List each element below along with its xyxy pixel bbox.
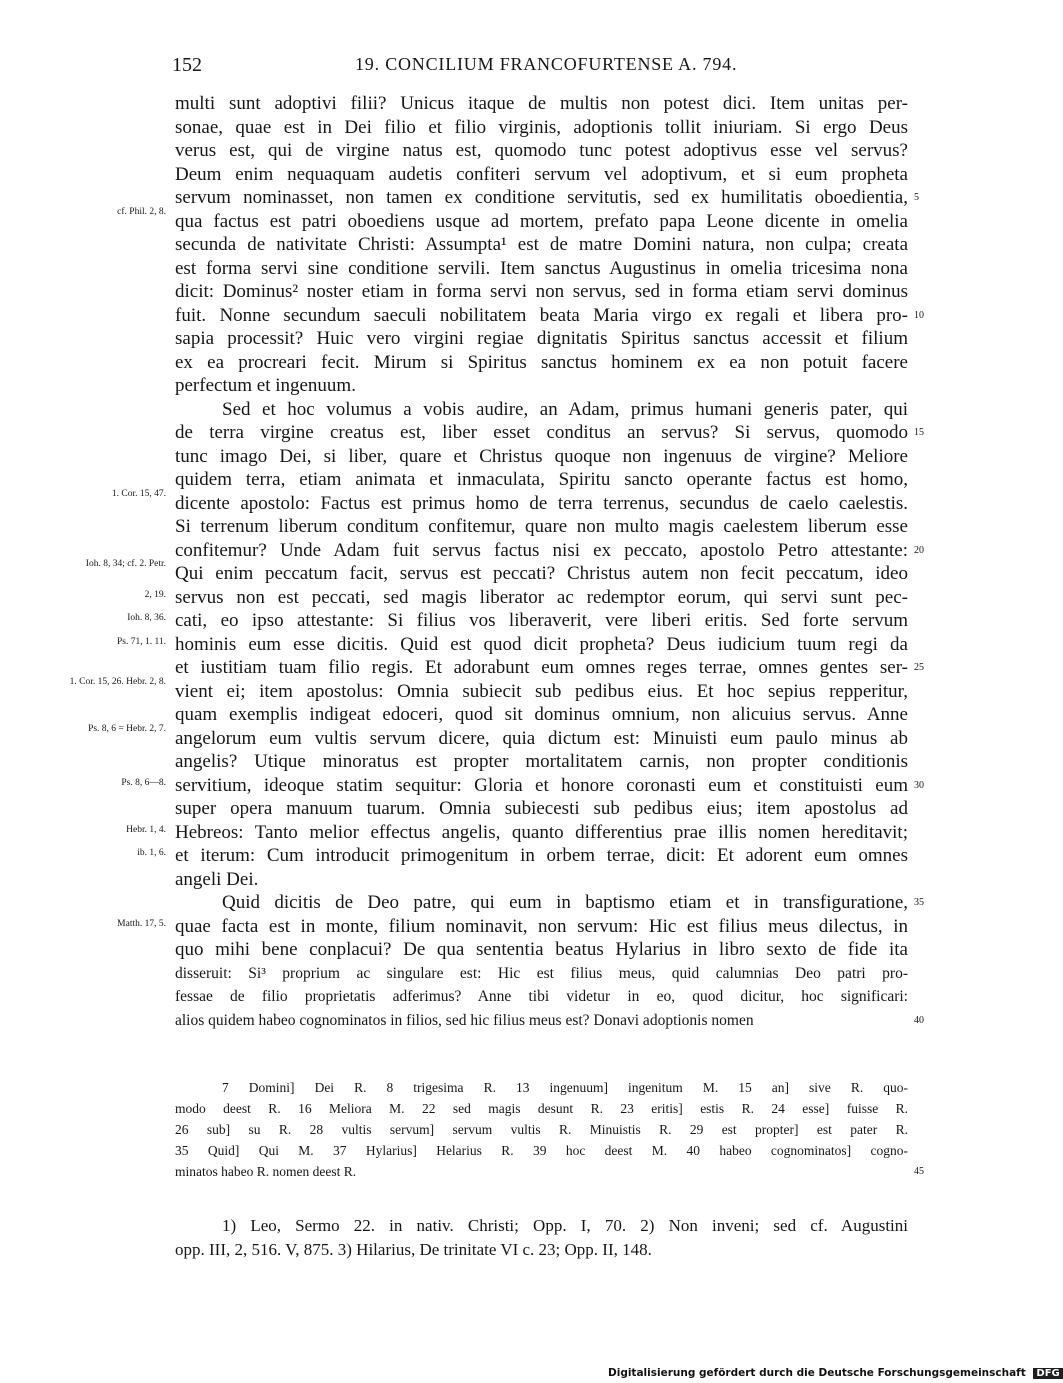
line-text: servitium, ideoque statim sequitur: Gloria et honore coronasti eum et constituisti eum: [175, 774, 908, 796]
line-text: Deum enim nequaquam audetis confiteri servum vel adoptivum, et si eum propheta: [175, 163, 908, 185]
line-text: multi sunt adoptivi filii? Unicus itaque de multis non potest dici. Item unitas per-: [175, 93, 908, 114]
line-text: tunc imago Dei, si liber, quare et Christus quoque non ingenuus de virgine? Meliore: [175, 445, 908, 467]
text-line: [0, 676, 1000, 704]
text-line: [0, 891, 1000, 915]
text-line: [0, 92, 1000, 116]
line-text: angelorum eum vultis servum dicere, quia dictum est: Minuisti eum paulo minus ab: [175, 727, 908, 749]
text-line: [0, 163, 1000, 187]
line-text: sapia processit? Huic vero virgini regiae dignitatis Spiritus sanctus accessit et filium: [175, 328, 908, 349]
variant-text: minatos habeo R. nomen deest R.: [175, 1164, 357, 1179]
margin-reference: Ioh. 8, 34; cf. 2. Petr.: [85, 559, 166, 569]
line-text: dicit: Dominus² noster etiam in forma servi non servus, sed in forma etiam servi dominus: [175, 281, 908, 302]
text-line: [0, 445, 1000, 469]
line-text: fuit. Nonne secundum saeculi nobilitatem beata Maria virgo ex regali et libera pro-: [175, 304, 908, 326]
line-text: verus est, qui de virgine natus est, quomodo tunc potest adoptivus esse vel servus?: [175, 140, 908, 161]
line-number: 30: [914, 779, 924, 791]
line-text: et iustitiam tuam filio regis. Et adorabunt eum omnes reges terrae, omnes gentes ser-: [175, 657, 908, 678]
variant-line: [0, 1077, 1000, 1098]
line-text: ex ea procreari fecit. Mirum si Spiritus sanctus hominem ex ea non potuit facere: [175, 351, 908, 373]
margin-reference: cf. Phil. 2, 8.: [117, 206, 166, 217]
margin-reference: Hebr. 1, 4.: [126, 824, 166, 835]
line-text: alios quidem habeo cognominatos in filios, sed hic filius meus est? Donavi adoptionis nomen: [175, 1011, 754, 1029]
main-text: [0, 92, 1000, 1032]
line-text: Quid dicitis de Deo patre, qui eum in baptismo etiam et in transfiguratione,: [222, 892, 908, 913]
digitization-credit: [608, 1367, 1063, 1379]
line-text: et iterum: Cum introducit primogenitum in orbem terrae, dicit: Et adorent eum omnes: [175, 845, 908, 866]
line-text: super opera manuum tuarum. Omnia subiecesti sub pedibus eius; item apostolus ad: [175, 798, 908, 819]
text-line: [0, 868, 1000, 892]
margin-reference: Ps. 8, 6—8.: [121, 777, 166, 788]
text-line: [0, 1009, 1000, 1033]
text-line: [0, 233, 1000, 257]
line-text: angelis? Utique minoratus est propter mortalitatem carnis, non propter conditionis: [175, 751, 908, 772]
text-line: [0, 559, 1000, 586]
line-text: fessae de filio proprietatis adferimus? Anne tibi videtur in eo, quod dicitur, hoc significari:: [175, 988, 908, 1005]
line-number: 25: [914, 662, 924, 673]
text-line: [0, 962, 1000, 986]
line-text: perfectum et ingenuum.: [175, 375, 356, 396]
text-line: [0, 398, 1000, 422]
line-text: quae facta est in monte, filium nominavit, non servum: Hic est filius meus dilectus, in: [175, 915, 908, 937]
text-line: [0, 206, 1000, 234]
text-line: [0, 116, 1000, 140]
line-number: 20: [914, 544, 924, 556]
line-text: sonae, quae est in Dei filio et filio virginis, adoptionis tollit iniuriam. Si ergo Deus: [175, 116, 908, 138]
line-text: disseruit: Si³ proprium ac singulare est: Hic est filius meus, quid calumnias Deo patri pro-: [175, 964, 908, 982]
line-text: quidem terra, etiam animata et inmaculata, Spiritu sancto operante factus est homo,: [175, 469, 908, 490]
margin-reference: 2, 19.: [144, 589, 166, 600]
text-line: [0, 750, 1000, 774]
page-number: 152: [172, 54, 202, 76]
text-line: [0, 723, 1000, 751]
line-text: Hebreos: Tanto melior effectus angelis, quanto differentius prae illis nomen hereditavit;: [175, 821, 908, 843]
text-line: [0, 304, 1000, 328]
margin-reference: Matth. 17, 5.: [117, 918, 166, 929]
text-line: [0, 609, 1000, 633]
line-text: quo mihi bene conplacui? De qua sententia beatus Hylarius in libro sexto de fide ita: [175, 939, 908, 960]
variant-line: [0, 1161, 1000, 1182]
line-text: hominis eum esse dicitis. Quid est quod dicit propheta? Deus iudicium tuum regi da: [175, 633, 908, 655]
variant-line: [0, 1119, 1000, 1140]
margin-reference: Ps. 71, 1. 11.: [116, 636, 166, 647]
line-text: servus non est peccati, sed magis liberator ac redemptor eorum, qui servi sunt pec-: [175, 586, 908, 608]
line-text: Sed et hoc volumus a vobis audire, an Adam, primus humani generis pater, qui: [222, 398, 908, 420]
margin-reference: Ps. 8, 6 = Hebr. 2, 7.: [88, 723, 166, 734]
margin-reference: 1. Cor. 15, 26. Hebr. 2, 8.: [69, 676, 166, 687]
text-line: [0, 915, 1000, 939]
margin-reference: 1. Cor. 15, 47.: [111, 488, 166, 499]
line-text: de terra virgine creatus est, liber esset conditus an servus? Si servus, quomodo: [175, 422, 908, 443]
variant-text: modo deest R. 16 Meliora M. 22 sed magis desunt R. 23 eritis] estis R. 24 esse] fuisse R.: [175, 1101, 908, 1116]
text-line: [0, 374, 1000, 398]
line-number: 5: [914, 192, 919, 203]
line-text: Qui enim peccatum facit, servus est peccati? Christus autem non fecit peccatum, ideo: [175, 563, 908, 584]
variant-text: 35 Quid] Qui M. 37 Hylarius] Helarius R. 39 hoc deest M. 40 habeo cognominatos] cogno-: [175, 1143, 908, 1158]
text-line: [0, 844, 1000, 868]
variant-line: [0, 1140, 1000, 1161]
line-text: Si terrenum liberum conditum confitemur, quare non multo magis caelestem liberum esse: [175, 516, 908, 537]
text-line: [0, 351, 1000, 375]
text-line: [0, 327, 1000, 351]
line-number: 40: [914, 1014, 924, 1026]
running-title: 19. CONCILIUM FRANCOFURTENSE A. 794.: [355, 54, 738, 74]
footnote-text: opp. III, 2, 516. V, 875. 3) Hilarius, De trinitate VI c. 23; Opp. II, 148.: [175, 1240, 652, 1259]
text-line: [0, 421, 1000, 445]
page-header: [0, 54, 1000, 84]
variant-readings: [0, 1077, 1000, 1182]
text-line: [0, 774, 1000, 798]
line-text: confitemur? Unde Adam fuit servus factus nisi ex peccato, apostolo Petro attestante:: [175, 539, 908, 561]
line-number: 45: [914, 1166, 924, 1177]
text-line: [0, 821, 1000, 845]
text-line: [0, 139, 1000, 163]
footnote-line: [0, 1238, 1000, 1262]
variant-text: 26 sub] su R. 28 vultis servum] servum vultis R. Minuistis R. 29 est propter] est pater R.: [175, 1122, 908, 1137]
text-line: [0, 633, 1000, 657]
margin-reference: Ioh. 8, 36.: [127, 613, 166, 623]
line-text: secunda de nativitate Christi: Assumpta¹ est de matre Domini natura, non culpa; creata: [175, 234, 908, 255]
variant-text: 7 Domini] Dei R. 8 trigesima R. 13 ingenuum] ingenitum M. 15 an] sive R. quo-: [222, 1080, 908, 1095]
line-text: servum nominasset, non tamen ex conditione servitutis, sed ex humilitatis oboedientia,: [175, 187, 908, 208]
text-line: [0, 586, 1000, 610]
line-text: angeli Dei.: [175, 868, 259, 890]
line-text: qua factus est patri oboediens usque ad mortem, prefato papa Leone dicente in omelia: [175, 210, 908, 232]
text-line: [0, 280, 1000, 304]
text-line: [0, 797, 1000, 821]
credit-text: Digitalisierung gefördert durch die Deutsche Forschungsgemeinschaft: [608, 1367, 1026, 1379]
line-text: dicente apostolo: Factus est primus homo de terra terrenus, secundus de caelo caelestis.: [175, 492, 908, 514]
footnote-line: [0, 1214, 1000, 1238]
variant-line: [0, 1098, 1000, 1119]
line-text: quam exemplis indigeat edoceri, quod sit dominus omnium, non alicuius servus. Anne: [175, 704, 908, 725]
text-line: [0, 515, 1000, 539]
text-line: [0, 985, 1000, 1009]
margin-reference: ib. 1, 6.: [137, 848, 166, 858]
text-line: [0, 938, 1000, 962]
line-text: est forma servi sine conditione servili. Item sanctus Augustinus in omelia tricesima nona: [175, 257, 908, 279]
line-number: 15: [914, 427, 924, 438]
line-text: cati, eo ipso attestante: Si filius vos liberaverit, vere liberi eritis. Sed forte servum: [175, 610, 908, 631]
text-line: [0, 257, 1000, 281]
line-number: 35: [914, 897, 924, 908]
footnote-text: 1) Leo, Sermo 22. in nativ. Christi; Opp. I, 70. 2) Non inveni; sed cf. Augustini: [222, 1216, 908, 1235]
line-number: 10: [914, 309, 924, 321]
footnotes: [0, 1214, 1000, 1262]
dfg-logo: DFG: [1033, 1368, 1062, 1379]
line-text: vient ei; item apostolus: Omnia subiecit sub pedibus eius. Et hoc sepius repperitur,: [175, 680, 908, 702]
text-line: [0, 488, 1000, 516]
